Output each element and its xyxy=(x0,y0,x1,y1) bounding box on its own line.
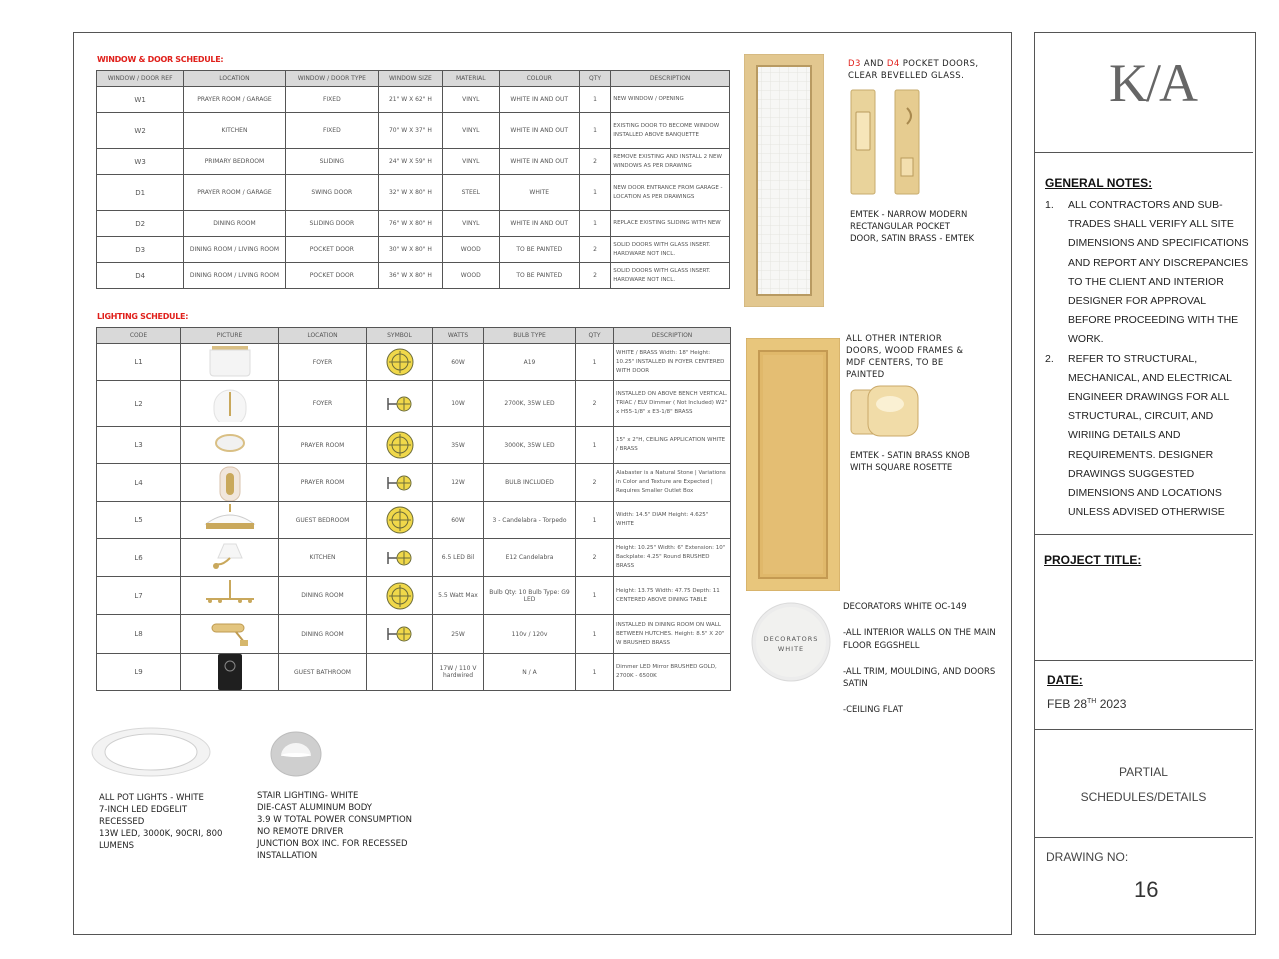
table-cell: WHITE IN AND OUT xyxy=(499,87,579,113)
table-cell: 15" x 2"H, CEILING APPLICATION WHITE / BRASS xyxy=(614,427,731,464)
title-block-divider xyxy=(1035,660,1253,661)
table-cell: VINYL xyxy=(442,211,499,237)
table-cell: 32" W X 80" H xyxy=(378,175,442,211)
table-row xyxy=(97,577,731,615)
table-cell: 36" W X 80" H xyxy=(378,263,442,289)
fixture-picture xyxy=(181,539,279,577)
table-row xyxy=(97,175,730,211)
table-cell: N / A xyxy=(484,654,576,691)
lighting-schedule-table xyxy=(96,327,731,691)
column-header: LOCATION xyxy=(184,71,285,87)
table-cell: WOOD xyxy=(442,237,499,263)
sheet-title: PARTIAL SCHEDULES/DETAILS xyxy=(1080,765,1207,804)
alabaster-sconce-icon xyxy=(183,465,276,501)
lighting-schedule-title: LIGHTING SCHEDULE: xyxy=(97,312,189,321)
wall-light-symbol-icon xyxy=(369,548,430,568)
table-cell: TO BE PAINTED xyxy=(499,237,579,263)
title-block-divider xyxy=(1035,837,1253,838)
fixture-symbol xyxy=(367,464,433,502)
table-cell: PRAYER ROOM / GARAGE xyxy=(184,175,285,211)
fixture-symbol xyxy=(367,427,433,464)
fixture-picture xyxy=(181,654,279,691)
table-cell: WHITE IN AND OUT xyxy=(499,211,579,237)
table-cell: 60W xyxy=(433,502,484,539)
door-code-d3: D3 xyxy=(848,59,861,69)
table-cell: WHITE xyxy=(499,175,579,211)
pot-lights-caption: ALL POT LIGHTS - WHITE 7-INCH LED EDGELIT RECESSED 13W LED, 3000K, 90CRI, 800 LUMENS xyxy=(99,793,223,851)
column-header: LOCATION xyxy=(279,328,367,344)
fixture-picture xyxy=(181,615,279,654)
date-ordinal: TH xyxy=(1087,698,1097,705)
interior-door-caption: ALL OTHER INTERIOR DOORS, WOOD FRAMES & MDF CENTERS, TO BE PAINTED xyxy=(846,334,964,380)
pot-light-icon xyxy=(90,726,212,778)
door-code-d4: D4 xyxy=(886,59,900,69)
table-cell: 60W xyxy=(433,344,484,381)
general-note xyxy=(1045,196,1250,350)
table-cell: 1 xyxy=(576,502,614,539)
table-cell: L7 xyxy=(97,577,181,615)
pocket-door-hardware-caption: EMTEK - NARROW MODERN RECTANGULAR POCKET DOOR, SATIN BRASS - EMTEK xyxy=(850,210,975,244)
table-cell: W2 xyxy=(97,113,184,149)
firm-logo: K/A xyxy=(1109,53,1196,113)
column-header: MATERIAL xyxy=(442,71,499,87)
column-header: DESCRIPTION xyxy=(614,328,731,344)
ceiling-light-symbol-icon xyxy=(369,430,430,460)
table-cell: 30" W X 80" H xyxy=(378,237,442,263)
table-cell: 1 xyxy=(579,211,610,237)
table-cell: SWING DOOR xyxy=(285,175,378,211)
table-row xyxy=(97,344,731,381)
table-cell: SLIDING DOOR xyxy=(285,211,378,237)
table-cell: Dimmer LED Mirror BRUSHED GOLD, 2700K - 6500K xyxy=(614,654,731,691)
table-row xyxy=(97,87,730,113)
table-cell: DINING ROOM xyxy=(184,211,285,237)
table-cell: Bulb Qty: 10 Bulb Type: G9 LED xyxy=(484,577,576,615)
table-row xyxy=(97,237,730,263)
table-cell: D3 xyxy=(97,237,184,263)
column-header: CODE xyxy=(97,328,181,344)
column-header: DESCRIPTION xyxy=(611,71,730,87)
table-cell: 24" W X 59" H xyxy=(378,149,442,175)
fixture-symbol xyxy=(367,539,433,577)
table-cell: 1 xyxy=(576,427,614,464)
table-cell: L4 xyxy=(97,464,181,502)
project-title-label: PROJECT TITLE: xyxy=(1044,553,1142,567)
table-cell: PRAYER ROOM xyxy=(279,464,367,502)
fixture-symbol xyxy=(367,615,433,654)
column-header: SYMBOL xyxy=(367,328,433,344)
table-cell: D4 xyxy=(97,263,184,289)
general-note xyxy=(1045,350,1250,523)
table-cell: DINING ROOM xyxy=(279,577,367,615)
table-cell: L1 xyxy=(97,344,181,381)
table-cell: 35W xyxy=(433,427,484,464)
table-cell: 110v / 120v xyxy=(484,615,576,654)
interior-door-image xyxy=(746,338,840,591)
table-cell: STEEL xyxy=(442,175,499,211)
fixture-picture xyxy=(181,381,279,427)
dome-pendant-icon xyxy=(183,502,276,538)
column-header: WINDOW SIZE xyxy=(378,71,442,87)
column-header: QTY xyxy=(576,328,614,344)
stair-light-icon xyxy=(270,731,322,777)
title-block-divider xyxy=(1035,729,1253,730)
column-header: COLOUR xyxy=(499,71,579,87)
table-cell: FOYER xyxy=(279,381,367,427)
caption-and: AND xyxy=(860,59,887,69)
table-cell: BULB INCLUDED xyxy=(484,464,576,502)
picture-light-icon xyxy=(183,616,276,652)
table-cell: 2 xyxy=(576,464,614,502)
table-cell: A19 xyxy=(484,344,576,381)
table-cell: D1 xyxy=(97,175,184,211)
table-cell: 1 xyxy=(579,113,610,149)
table-row xyxy=(97,654,731,691)
table-cell: INSTALLED IN DINING ROOM ON WALL BETWEEN HUTCHES. Height: 8.5" X 20" W BRUSHED BRASS xyxy=(614,615,731,654)
table-cell: L6 xyxy=(97,539,181,577)
pocket-door-pull-image xyxy=(849,88,921,198)
table-cell: PRIMARY BEDROOM xyxy=(184,149,285,175)
column-header: WATTS xyxy=(433,328,484,344)
table-cell: FIXED xyxy=(285,87,378,113)
table-cell: VINYL xyxy=(442,87,499,113)
ceiling-flush-icon xyxy=(183,344,276,380)
paint-caption: DECORATORS WHITE OC-149 -ALL INTERIOR WALLS ON THE MAIN FLOOR EGGSHELL -ALL TRIM, MOULDING, AND DOORS SATIN -CEILING FLAT xyxy=(843,602,996,716)
window-door-schedule-table xyxy=(96,70,730,289)
glass-pocket-door-image xyxy=(744,54,824,307)
date-label: DATE: xyxy=(1047,673,1083,687)
table-cell: Width: 14.5" DIAM Height: 4.625" WHITE xyxy=(614,502,731,539)
table-cell: 1 xyxy=(579,87,610,113)
fixture-symbol xyxy=(367,344,433,381)
table-cell: WOOD xyxy=(442,263,499,289)
ceiling-light-symbol-icon xyxy=(369,505,430,535)
column-header: WINDOW / DOOR TYPE xyxy=(285,71,378,87)
table-cell: 1 xyxy=(576,615,614,654)
table-row xyxy=(97,502,731,539)
table-cell: E12 Candelabra xyxy=(484,539,576,577)
column-header: QTY xyxy=(579,71,610,87)
date-year: 2023 xyxy=(1096,697,1127,711)
table-cell: DINING ROOM / LIVING ROOM xyxy=(184,237,285,263)
table-row xyxy=(97,113,730,149)
table-cell: FOYER xyxy=(279,344,367,381)
table-cell: 3000K, 35W LED xyxy=(484,427,576,464)
general-notes-list xyxy=(1045,196,1250,522)
table-cell: WHITE / BRASS Width: 18" Height: 10.25" INSTALLED IN FOYER CENTERED WITH DOOR xyxy=(614,344,731,381)
ceiling-light-symbol-icon xyxy=(369,581,430,611)
table-row xyxy=(97,263,730,289)
table-cell: INSTALLED ON ABOVE BENCH VERTICAL. TRIAC / ELV Dimmer ( Not Included) W2" x H55-1/8" x E3-1/8" BRASS xyxy=(614,381,731,427)
note-text: ALL CONTRACTORS AND SUB-TRADES SHALL VERIFY ALL SITE DIMENSIONS AND SPECIFICATIONS AND REPORT ANY DISCREPANCIES TO THE CLIENT AND INTERIOR DESIGNER FOR APPROVAL BEFORE PROCEEDING WITH THE WORK. xyxy=(1068,199,1249,346)
fixture-symbol xyxy=(367,577,433,615)
table-cell: 12W xyxy=(433,464,484,502)
paint-swatch-label: DECORATORS WHITE xyxy=(763,635,819,653)
table-cell: 10W xyxy=(433,381,484,427)
knob-hardware-caption: EMTEK - SATIN BRASS KNOB WITH SQUARE ROSETTE xyxy=(850,451,970,473)
fixture-picture xyxy=(181,464,279,502)
table-cell: GUEST BEDROOM xyxy=(279,502,367,539)
linear-chandelier-icon xyxy=(183,578,276,614)
table-row xyxy=(97,381,731,427)
general-notes-title: GENERAL NOTES: xyxy=(1045,176,1153,190)
table-cell: 3 - Candelabra - Torpedo xyxy=(484,502,576,539)
table-cell: 76" W X 80" H xyxy=(378,211,442,237)
table-row xyxy=(97,464,731,502)
table-cell: L3 xyxy=(97,427,181,464)
table-cell: PRAYER ROOM / GARAGE xyxy=(184,87,285,113)
table-row xyxy=(97,211,730,237)
table-cell: NEW WINDOW / OPENING xyxy=(611,87,730,113)
table-cell: SOLID DOORS WITH GLASS INSERT. HARDWARE NOT INCL. xyxy=(611,237,730,263)
table-cell: 2 xyxy=(579,263,610,289)
table-cell: 1 xyxy=(576,654,614,691)
wall-light-symbol-icon xyxy=(369,394,430,414)
table-cell: 2 xyxy=(576,539,614,577)
note-number: 1. xyxy=(1045,199,1054,211)
table-cell: DINING ROOM / LIVING ROOM xyxy=(184,263,285,289)
table-cell: VINYL xyxy=(442,149,499,175)
table-cell: SOLID DOORS WITH GLASS INSERT. HARDWARE NOT INCL. xyxy=(611,263,730,289)
table-cell: 2 xyxy=(579,149,610,175)
table-cell: Alabaster is a Natural Stone | Variations in Color and Texture are Expected | Requires Smaller Outlet Box xyxy=(614,464,731,502)
table-cell: 1 xyxy=(576,344,614,381)
table-cell: 2 xyxy=(576,381,614,427)
bench-sconce-icon xyxy=(183,386,276,422)
table-cell: 2700K, 35W LED xyxy=(484,381,576,427)
table-cell: 1 xyxy=(576,577,614,615)
table-cell: 2 xyxy=(579,237,610,263)
table-cell: GUEST BATHROOM xyxy=(279,654,367,691)
ceiling-light-symbol-icon xyxy=(369,347,430,377)
pocket-door-caption xyxy=(848,58,1008,82)
shade-sconce-icon xyxy=(183,540,276,576)
drawing-number: 16 xyxy=(1134,877,1159,902)
square-rosette-knob-image xyxy=(850,384,920,440)
table-cell: 21" W X 62" H xyxy=(378,87,442,113)
title-block-divider xyxy=(1035,152,1253,153)
drawing-no-label: DRAWING NO: xyxy=(1046,850,1129,864)
table-cell: 25W xyxy=(433,615,484,654)
table-row xyxy=(97,427,731,464)
mirror-icon xyxy=(183,654,276,690)
table-cell: TO BE PAINTED xyxy=(499,263,579,289)
table-cell: 17W / 110 V hardwired xyxy=(433,654,484,691)
column-header: PICTURE xyxy=(181,328,279,344)
fixture-picture xyxy=(181,577,279,615)
table-cell: 1 xyxy=(579,175,610,211)
table-cell: Height: 13.75 Width: 47.75 Depth: 11 CENTERED ABOVE DINING TABLE xyxy=(614,577,731,615)
date-value xyxy=(1047,697,1126,711)
note-text: REFER TO STRUCTURAL, MECHANICAL, AND ELECTRICAL ENGINEER DRAWINGS FOR ALL STRUCTURAL, CIRCUIT, AND WIRIING DETAILS AND REQUIREMENTS. DESIGNER DRAWINGS SUGGESTED DIMENSIONS AND LOCATIONS UNLESS ADVISED OTHERWISE xyxy=(1068,352,1232,519)
table-cell: NEW DOOR ENTRANCE FROM GARAGE - LOCATION AS PER DRAWINGS xyxy=(611,175,730,211)
wall-light-symbol-icon xyxy=(369,624,430,644)
table-cell: FIXED xyxy=(285,113,378,149)
table-cell: 5.5 Watt Max xyxy=(433,577,484,615)
column-header: BULB TYPE xyxy=(484,328,576,344)
table-cell: L9 xyxy=(97,654,181,691)
table-row xyxy=(97,615,731,654)
title-block-divider xyxy=(1035,534,1253,535)
table-cell: D2 xyxy=(97,211,184,237)
table-cell: Height: 10.25" Width: 6" Extension: 10" Backplate: 4.25" Round BRUSHED BRASS xyxy=(614,539,731,577)
note-number: 2. xyxy=(1045,352,1054,365)
table-cell: L8 xyxy=(97,615,181,654)
fixture-picture xyxy=(181,344,279,381)
fixture-picture xyxy=(181,502,279,539)
table-cell: L5 xyxy=(97,502,181,539)
table-cell: EXISTING DOOR TO BECOME WINDOW INSTALLED ABOVE BANQUETTE xyxy=(611,113,730,149)
table-cell: VINYL xyxy=(442,113,499,149)
table-row xyxy=(97,539,731,577)
table-cell: WHITE IN AND OUT xyxy=(499,149,579,175)
table-cell: SLIDING xyxy=(285,149,378,175)
table-cell: WHITE IN AND OUT xyxy=(499,113,579,149)
table-cell: 6.5 LED Bil xyxy=(433,539,484,577)
table-cell: POCKET DOOR xyxy=(285,263,378,289)
table-cell: L2 xyxy=(97,381,181,427)
table-cell: W3 xyxy=(97,149,184,175)
fixture-symbol xyxy=(367,654,433,691)
pocket-door-caption-rest: POCKET DOORS, CLEAR BEVELLED GLASS. xyxy=(848,59,979,81)
fixture-symbol xyxy=(367,502,433,539)
table-cell: 70" W X 37" H xyxy=(378,113,442,149)
table-cell: KITCHEN xyxy=(279,539,367,577)
fixture-symbol xyxy=(367,381,433,427)
table-cell: POCKET DOOR xyxy=(285,237,378,263)
table-cell: REMOVE EXISTING AND INSTALL 2 NEW WINDOWS AS PER DRAWING xyxy=(611,149,730,175)
wall-light-symbol-icon xyxy=(369,473,430,493)
table-cell: REPLACE EXISTING SLIDING WITH NEW xyxy=(611,211,730,237)
table-cell: PRAYER ROOM xyxy=(279,427,367,464)
column-header: WINDOW / DOOR REF xyxy=(97,71,184,87)
table-row xyxy=(97,149,730,175)
flush-disc-icon xyxy=(183,427,276,463)
date-month-day: FEB 28 xyxy=(1047,697,1088,711)
window-door-schedule-title: WINDOW & DOOR SCHEDULE: xyxy=(97,55,224,64)
table-cell: W1 xyxy=(97,87,184,113)
stair-lights-caption: STAIR LIGHTING- WHITE DIE-CAST ALUMINUM BODY 3.9 W TOTAL POWER CONSUMPTION NO REMOTE DRIVER JUNCTION BOX INC. FOR RECESSED INSTALLATION xyxy=(257,791,413,861)
fixture-picture xyxy=(181,427,279,464)
table-cell: DINING ROOM xyxy=(279,615,367,654)
table-cell: KITCHEN xyxy=(184,113,285,149)
